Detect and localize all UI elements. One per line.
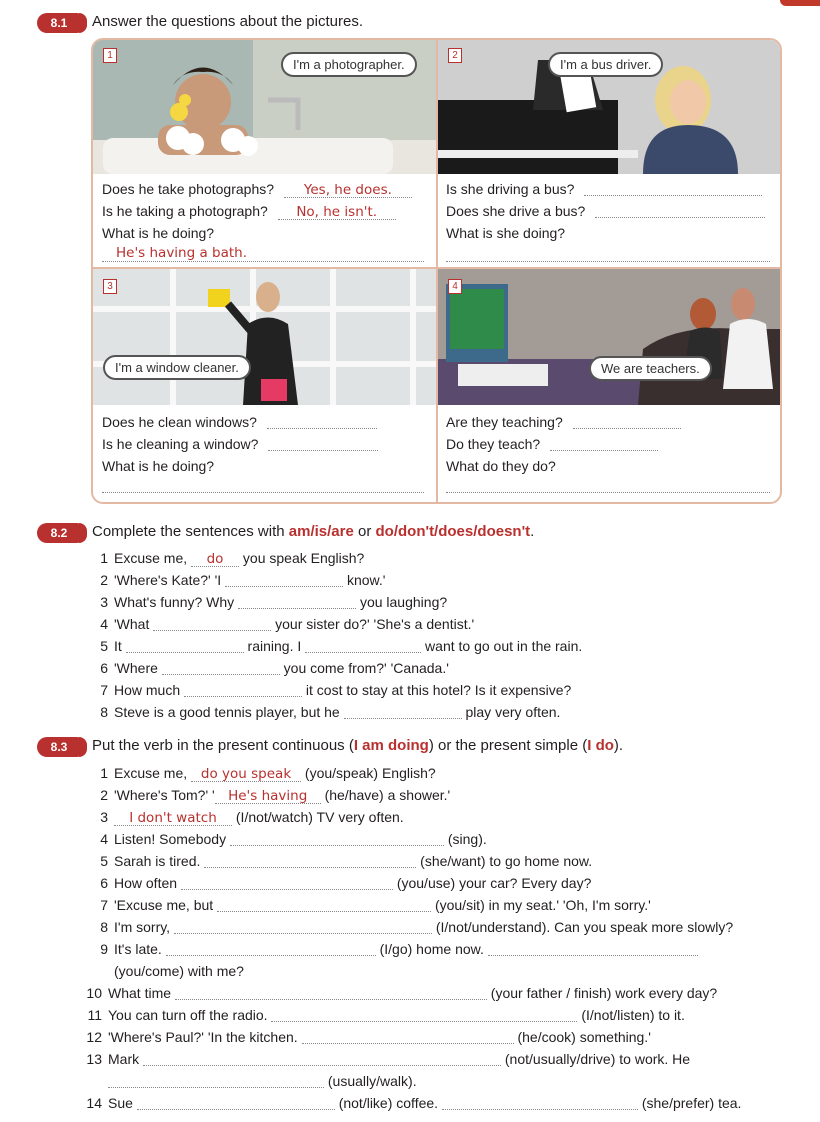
- item-text: (you/come) with me?: [114, 963, 244, 979]
- ex3-item-6: [90, 875, 591, 891]
- question-text: Does he take photographs?: [102, 181, 275, 197]
- q2-line-b: [446, 203, 765, 219]
- question-text: Does she drive a bus?: [446, 203, 586, 219]
- item-text: How much: [114, 682, 185, 698]
- answer-text: Yes, he does.: [303, 182, 392, 198]
- q4-answer-line[interactable]: [446, 478, 770, 493]
- title-text: Complete the sentences with: [92, 523, 289, 540]
- ex3-item-14: [84, 1095, 741, 1111]
- answer-blank[interactable]: [126, 638, 244, 653]
- item-number: 2: [100, 787, 108, 803]
- answer-blank[interactable]: [230, 831, 444, 846]
- item-text: (sing).: [443, 831, 487, 847]
- ex3-item-10: [84, 985, 717, 1001]
- answer-blank[interactable]: [238, 594, 356, 609]
- item-text: (he/cook) something.': [513, 1029, 651, 1045]
- q3-line-b: [102, 436, 378, 452]
- item-text: know.': [343, 572, 386, 588]
- ex3-item-13-cont: [84, 1073, 417, 1089]
- answer-blank[interactable]: [278, 205, 396, 220]
- question-text: Do they teach?: [446, 436, 541, 452]
- answer-blank[interactable]: [108, 1073, 324, 1088]
- exercise-badge-8-2: 8.2: [37, 523, 81, 543]
- item-text: (I/not/understand). Can you speak more slowly?: [431, 919, 734, 935]
- q2-line-a: [446, 181, 762, 197]
- item-text: your sister do?' 'She's a dentist.': [271, 616, 475, 632]
- answer-blank[interactable]: [267, 414, 377, 429]
- item-text: you laughing?: [356, 594, 448, 610]
- item-text: play very often.: [461, 704, 561, 720]
- item-number: 7: [100, 682, 108, 698]
- item-text: want to go out in the rain.: [421, 638, 583, 654]
- q2-line-c: What is she doing?: [446, 225, 566, 241]
- answer-blank[interactable]: [191, 767, 301, 782]
- q1-answer-line[interactable]: [102, 244, 424, 262]
- item-number: 9: [100, 941, 108, 957]
- picture-number-1: 1: [103, 48, 117, 63]
- answer-blank[interactable]: [175, 985, 487, 1000]
- item-text: Sarah is tired.: [114, 853, 205, 869]
- item-number: 6: [100, 875, 108, 891]
- answer-blank[interactable]: [137, 1095, 335, 1110]
- item-text: (your father / finish) work every day?: [486, 985, 718, 1001]
- picture-number-3: 3: [103, 279, 117, 294]
- answer-text: He's having a bath.: [116, 245, 248, 261]
- ex3-item-1: [90, 765, 436, 782]
- answer-text: No, he isn't.: [296, 204, 378, 220]
- ex2-item-5: [90, 638, 582, 654]
- ex3-item-4: [90, 831, 487, 847]
- answer-blank[interactable]: [344, 704, 462, 719]
- page-corner-tab: [780, 0, 820, 6]
- ex3-item-12: [84, 1029, 651, 1045]
- q3-answer-line[interactable]: [102, 478, 424, 493]
- answer-blank[interactable]: [225, 572, 343, 587]
- answer-blank[interactable]: [271, 1007, 577, 1022]
- item-text: What time: [108, 985, 175, 1001]
- answer-blank[interactable]: [162, 660, 280, 675]
- item-number: 13: [86, 1051, 102, 1067]
- answer-blank[interactable]: [595, 203, 765, 218]
- item-text: (you/sit) in my seat.' 'Oh, I'm sorry.': [431, 897, 651, 913]
- answer-blank[interactable]: [153, 616, 271, 631]
- q4-line-b: [446, 436, 658, 452]
- q4-line-a: [446, 414, 681, 430]
- answer-blank[interactable]: [488, 941, 698, 956]
- item-text: raining. I: [243, 638, 306, 654]
- item-text: It's late.: [114, 941, 166, 957]
- item-number: 6: [100, 660, 108, 676]
- ex3-item-9-cont: [90, 963, 244, 979]
- item-text: (I/not/listen) to it.: [577, 1007, 685, 1023]
- item-text: (not/usually/drive) to work. He: [501, 1051, 691, 1067]
- answer-blank[interactable]: [184, 682, 302, 697]
- answer-blank[interactable]: [166, 941, 376, 956]
- answer-blank[interactable]: [191, 552, 239, 567]
- item-text: (I/go) home now.: [375, 941, 488, 957]
- title-text: ).: [613, 737, 624, 754]
- item-text: Listen! Somebody: [114, 831, 230, 847]
- q1-line-a: [102, 181, 412, 198]
- item-number: 10: [86, 985, 102, 1001]
- answer-blank[interactable]: [204, 853, 416, 868]
- speech-bubble-1: I'm a photographer.: [281, 52, 417, 77]
- ex3-item-13: [84, 1051, 690, 1067]
- speech-bubble-2: I'm a bus driver.: [548, 52, 663, 77]
- ex3-item-2: [90, 787, 450, 804]
- exercise-title-8-2: [92, 523, 534, 540]
- ex3-item-3: [90, 809, 404, 826]
- question-text: Is she driving a bus?: [446, 181, 575, 197]
- item-text: (I/not/watch) TV very often.: [232, 809, 404, 825]
- item-number: 12: [86, 1029, 102, 1045]
- answer-blank[interactable]: [268, 436, 378, 451]
- title-highlight: do/don't/does/doesn't: [375, 523, 531, 540]
- picture-panel: [91, 38, 782, 504]
- item-text: What's funny? Why: [114, 594, 239, 610]
- item-text: You can turn off the radio.: [108, 1007, 272, 1023]
- answer-text: He's having: [228, 788, 308, 804]
- ex2-item-4: [90, 616, 474, 632]
- item-text: Excuse me,: [114, 550, 192, 566]
- item-number: 5: [100, 853, 108, 869]
- speech-bubble-4: We are teachers.: [589, 356, 712, 381]
- picture-3-window-cleaner: [93, 269, 436, 405]
- title-text: .: [530, 523, 535, 540]
- answer-text: do you speak: [200, 766, 292, 782]
- question-text: Is he cleaning a window?: [102, 436, 259, 452]
- item-text: you come from?' 'Canada.': [279, 660, 449, 676]
- item-text: (she/prefer) tea.: [637, 1095, 742, 1111]
- answer-text: I don't watch: [129, 810, 217, 826]
- answer-blank[interactable]: [174, 919, 432, 934]
- item-number: 4: [100, 831, 108, 847]
- title-text: Put the verb in the present continuous (: [92, 737, 354, 754]
- item-text: (usually/walk).: [324, 1073, 417, 1089]
- title-highlight: I am doing: [353, 737, 429, 754]
- item-text: (she/want) to go home now.: [416, 853, 593, 869]
- item-text: 'Where's Tom?' ': [114, 787, 215, 803]
- question-text: Are they teaching?: [446, 414, 563, 430]
- answer-blank[interactable]: [181, 875, 393, 890]
- item-text: 'What: [114, 616, 154, 632]
- ex3-item-8: [90, 919, 733, 935]
- item-number: 11: [87, 1007, 102, 1023]
- item-text: I'm sorry,: [114, 919, 174, 935]
- q3-line-c: What is he doing?: [102, 458, 215, 474]
- ex2-item-1: [90, 550, 364, 567]
- question-text: Does he clean windows?: [102, 414, 257, 430]
- title-text: ) or the present simple (: [428, 737, 588, 754]
- ex2-item-2: [90, 572, 385, 588]
- item-text: (you/speak) English?: [301, 765, 436, 781]
- ex2-item-8: [90, 704, 560, 720]
- item-text: Excuse me,: [114, 765, 192, 781]
- ex3-item-11: [84, 1007, 685, 1023]
- item-number: 8: [100, 919, 108, 935]
- title-text: or: [353, 523, 376, 540]
- item-number: 5: [100, 638, 108, 654]
- answer-blank[interactable]: [284, 183, 412, 198]
- answer-blank[interactable]: [215, 789, 321, 804]
- answer-blank[interactable]: [143, 1051, 501, 1066]
- picture-number-4: 4: [448, 279, 462, 294]
- item-text: How often: [114, 875, 181, 891]
- item-text: Mark: [108, 1051, 143, 1067]
- ex2-item-3: [90, 594, 447, 610]
- title-highlight: I do: [587, 737, 614, 754]
- speech-bubble-3: I'm a window cleaner.: [103, 355, 251, 380]
- answer-blank[interactable]: [217, 897, 431, 912]
- exercise-title-8-3: [92, 737, 623, 754]
- q2-answer-line[interactable]: [446, 247, 770, 262]
- answer-blank[interactable]: [550, 436, 658, 451]
- item-text: you speak English?: [239, 550, 365, 566]
- item-number: 3: [100, 809, 108, 825]
- item-text: (he/have) a shower.': [320, 787, 451, 803]
- item-text: Steve is a good tennis player, but he: [114, 704, 344, 720]
- item-number: 2: [100, 572, 108, 588]
- title-highlight: am/is/are: [288, 523, 354, 540]
- item-text: 'Where: [114, 660, 162, 676]
- answer-blank[interactable]: [114, 811, 232, 826]
- answer-blank[interactable]: [305, 638, 421, 653]
- answer-text: do: [206, 551, 224, 567]
- q3-line-a: [102, 414, 377, 430]
- ex2-item-6: [90, 660, 449, 676]
- item-number: 14: [86, 1095, 102, 1111]
- item-text: Sue: [108, 1095, 137, 1111]
- item-text: 'Where's Paul?' 'In the kitchen.: [108, 1029, 302, 1045]
- exercise-title-8-1: Answer the questions about the pictures.: [92, 13, 363, 30]
- picture-4-teachers: [438, 269, 780, 405]
- item-text: it cost to stay at this hotel? Is it expensive?: [302, 682, 572, 698]
- q1-line-c: What is he doing?: [102, 225, 215, 241]
- item-number: 4: [100, 616, 108, 632]
- item-text: (you/use) your car? Every day?: [392, 875, 592, 891]
- answer-blank[interactable]: [442, 1095, 638, 1110]
- exercise-badge-8-3: 8.3: [37, 737, 81, 757]
- ex3-item-9: [90, 941, 698, 957]
- item-number: 8: [100, 704, 108, 720]
- ex3-item-7: [90, 897, 651, 913]
- answer-blank[interactable]: [584, 181, 762, 196]
- item-text: 'Excuse me, but: [114, 897, 218, 913]
- item-text: (not/like) coffee.: [334, 1095, 442, 1111]
- q1-line-b: [102, 203, 396, 220]
- item-text: It: [114, 638, 126, 654]
- q4-line-c: What do they do?: [446, 458, 556, 474]
- item-number: 3: [100, 594, 108, 610]
- ex3-item-5: [90, 853, 592, 869]
- item-text: 'Where's Kate?' 'I: [114, 572, 226, 588]
- exercise-badge-8-1: 8.1: [37, 13, 81, 33]
- picture-number-2: 2: [448, 48, 462, 63]
- item-number: 1: [100, 765, 108, 781]
- ex2-item-7: [90, 682, 571, 698]
- item-number: 7: [100, 897, 108, 913]
- answer-blank[interactable]: [573, 414, 681, 429]
- answer-blank[interactable]: [302, 1029, 514, 1044]
- question-text: Is he taking a photograph?: [102, 203, 268, 219]
- item-number: 1: [100, 550, 108, 566]
